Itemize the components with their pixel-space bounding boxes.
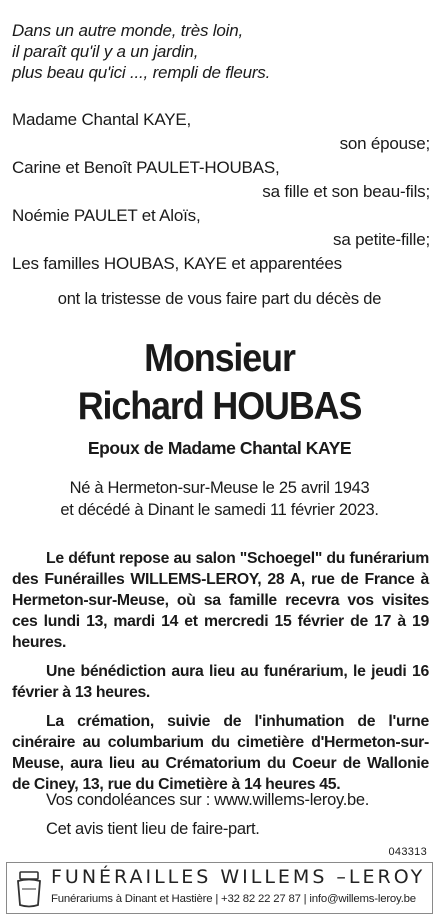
family-member-spouse: Madame Chantal KAYE, [12,110,191,129]
reference-number: 043313 [388,846,427,858]
notice-line: Cet avis tient lieu de faire-part. [46,820,260,838]
announcement: ont la tristesse de vous faire part du décès de [57,290,382,308]
death-line: et décédé à Dinant le samedi 11 février 2023. [60,501,379,519]
deceased-fullname: Richard HOUBAS [77,385,362,428]
poem [12,20,432,83]
birth-death-info [0,477,439,521]
ceremony-paragraph: La crémation, suivie de l'inhumation de l'urne cinéraire au columbarium du cimetière d'Hermeton-sur-Meuse, aura lieu au Crématorium du Coeur de Wallonie de Ciney, 13, rue du Cimetière à 14 heures 45. [12,713,429,793]
family-member-families: Les familles HOUBAS, KAYE et apparentées [12,254,342,273]
poem-line: plus beau qu'ici ..., rempli de fleurs. [12,63,271,82]
poem-line: Dans un autre monde, très loin, [12,21,243,40]
ceremony-paragraph: Le défunt repose au salon "Schoegel" du funérarium des Funérailles WILLEMS-LEROY, 28 A, rue de France à Hermeton-sur-Meuse, où sa famille recevra vos visites ces lundi 13, mardi 14 et mercredi 15 février de 17 à 19 heures. [12,550,429,651]
birth-line: Né à Hermeton-sur-Meuse le 25 avril 1943 [69,479,370,497]
poem-line: il paraît qu'il y a un jardin, [12,42,199,61]
funeral-home-brand: FUNÉRAILLES WILLEMS –LEROY [51,866,426,888]
deceased-title: Monsieur [144,337,295,380]
family-relation: sa petite-fille; [333,230,430,249]
family-member-daughter: Carine et Benoît PAULET-HOUBAS, [12,158,280,177]
funeral-logo-icon [11,869,47,909]
condolences-line: Vos condoléances sur : www.willems-leroy.be. [46,791,370,809]
family-relation: sa fille et son beau-fils; [262,182,430,201]
family-list [12,108,430,276]
spouse-line: Epoux de Madame Chantal KAYE [87,438,352,458]
family-relation: son épouse; [339,134,430,153]
deceased-name [18,335,422,431]
family-member-granddaughter: Noémie PAULET et Aloïs, [12,206,201,225]
funeral-home-contact: Funérariums à Dinant et Hastière | +32 82 22 27 87 | info@willems-leroy.be [51,893,416,905]
funeral-home-footer [6,862,433,914]
ceremony-details [12,548,429,803]
ceremony-paragraph: Une bénédiction aura lieu au funérarium, le jeudi 16 février à 13 heures. [12,663,429,701]
